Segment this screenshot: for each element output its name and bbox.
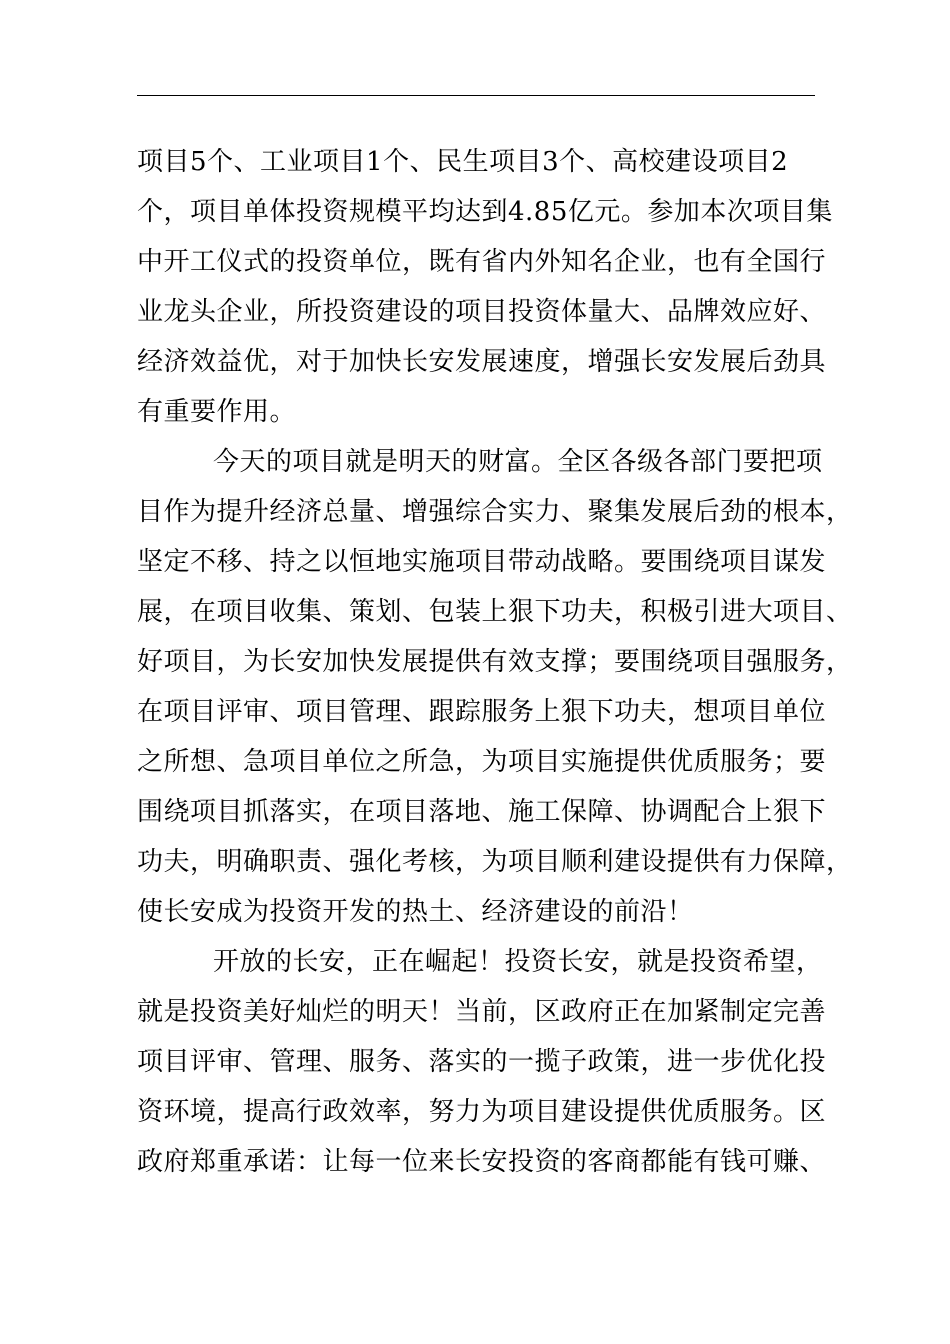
paragraph-line: 项目5个、工业项目1个、民生项目3个、高校建设项目2 [137,147,789,177]
paragraph-line: 坚定不移、持之以恒地实施项目带动战略。要围绕项目谋发 [137,547,827,577]
paragraph-line: 好项目，为长安加快发展提供有效支撑；要围绕项目强服务， [137,647,853,677]
paragraph-line: 在项目评审、项目管理、跟踪服务上狠下功夫，想项目单位 [137,697,827,727]
paragraph-line: 经济效益优，对于加快长安发展速度，增强长安发展后劲具 [137,347,827,377]
paragraph-line: 今天的项目就是明天的财富。全区各级各部门要把项 [213,447,823,477]
paragraph-line: 中开工仪式的投资单位，既有省内外知名企业，也有全国行 [137,247,827,277]
paragraph-line: 开放的长安，正在崛起！投资长安，就是投资希望， [213,947,823,977]
paragraph-line: 目作为提升经济总量、增强综合实力、聚集发展后劲的根本， [137,497,853,527]
paragraph-line: 业龙头企业，所投资建设的项目投资体量大、品牌效应好、 [137,297,827,327]
paragraph-line: 功夫，明确职责、强化考核，为项目顺利建设提供有力保障， [137,847,853,877]
paragraph-line: 就是投资美好灿烂的明天！当前，区政府正在加紧制定完善 [137,997,827,1027]
paragraph-line: 之所想、急项目单位之所急，为项目实施提供优质服务；要 [137,747,827,777]
paragraph-line: 展，在项目收集、策划、包装上狠下功夫，积极引进大项目、 [137,597,853,627]
paragraph-line: 围绕项目抓落实，在项目落地、施工保障、协调配合上狠下 [137,797,827,827]
paragraph-line: 项目评审、管理、服务、落实的一揽子政策，进一步优化投 [137,1047,827,1077]
paragraph-line: 使长安成为投资开发的热土、经济建设的前沿！ [137,897,694,927]
header-rule [137,95,815,96]
paragraph-line: 资环境，提高行政效率，努力为项目建设提供优质服务。区 [137,1097,827,1127]
paragraph-line: 有重要作用。 [137,397,297,427]
paragraph-line: 个，项目单体投资规模平均达到4.85亿元。参加本次项目集 [137,197,833,227]
paragraph-line: 政府郑重承诺：让每一位来长安投资的客商都能有钱可赚、 [137,1147,827,1177]
